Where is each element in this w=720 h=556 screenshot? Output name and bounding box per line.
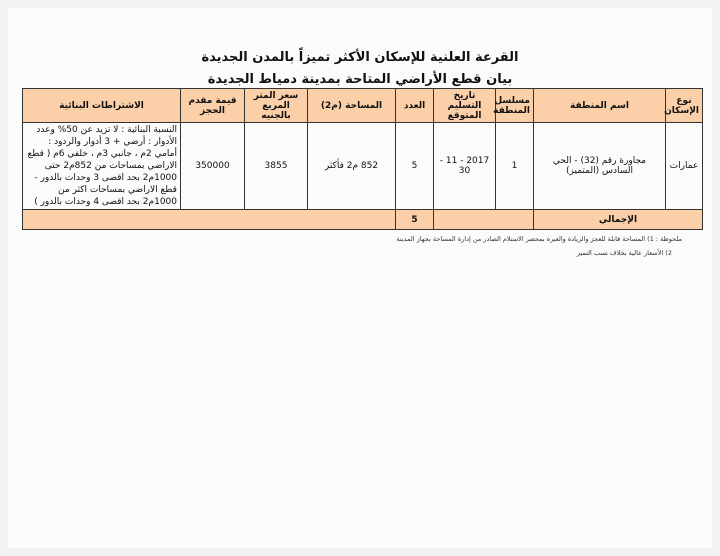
cell-count: 5 xyxy=(396,123,434,210)
col-header-count: العدد xyxy=(396,89,434,123)
cell-area-name: مجاورة رقم (32) - الحي السادس (المتميز) xyxy=(534,123,666,210)
document-title: القرعة العلنية للإسكان الأكثر تميزاً بالمدن الجديدة xyxy=(201,50,519,65)
cell-area: 852 م2 فأكثر xyxy=(308,123,396,210)
cell-conditions: النسبة البنائية : لا تزيد عن 50% وعدد الأدوار : أرضي + 3 أدوار والردود : أمامي 2م ، جانبي 3م ، خلفي 6م ( قطع الاراضي بمساحات من 852م2 حتى 1000م2 بحد اقصى 3 وحدات بالدور - قطع الاراضي بمساحات اكثر من 1000م2 بحد اقصى 4 وحدات بالدور ) xyxy=(23,123,181,210)
col-header-delivery-date: تاريخ التسليم المتوقع xyxy=(434,89,496,123)
note-1: ملحوظة : 1) المساحة قابلة للعجز والزيادة والعبرة بمحضر الاستلام الصادر من إدارة المساحة بجهاز المدينة xyxy=(396,235,682,243)
col-header-serial: مسلسل المنطقة xyxy=(496,89,534,123)
document-subtitle: بيان قطع الأراضي المتاحة بمدينة دمياط الجديدة xyxy=(207,72,513,87)
col-header-price-per-m2: سعر المتر المربع بالجنيه xyxy=(245,89,308,123)
col-header-deposit: قيمة مقدم الحجز xyxy=(181,89,245,123)
table-row xyxy=(23,123,703,210)
cell-price-per-m2: 3855 xyxy=(245,123,308,210)
col-header-area-name: اسم المنطقة xyxy=(534,89,666,123)
col-header-housing-type: نوع الإسكان xyxy=(666,89,703,123)
col-header-area: المساحة (م2) xyxy=(308,89,396,123)
cell-deposit: 350000 xyxy=(181,123,245,210)
total-empty-cell xyxy=(434,210,534,230)
land-plots-table xyxy=(22,88,703,230)
total-count: 5 xyxy=(396,210,434,230)
cell-housing-type: عمارات xyxy=(666,123,703,210)
cell-delivery-date: 2017 - 11 - 30 xyxy=(434,123,496,210)
total-empty-cell-2 xyxy=(23,210,396,230)
col-header-conditions: الاشتراطات البنائية xyxy=(23,89,181,123)
table-total-row xyxy=(23,210,703,230)
note-2: 2) الأسعار عالية بخلاف نسب التميز xyxy=(576,249,672,257)
total-label: الإجمالي xyxy=(534,210,703,230)
table-header-row xyxy=(23,89,703,123)
cell-serial: 1 xyxy=(496,123,534,210)
